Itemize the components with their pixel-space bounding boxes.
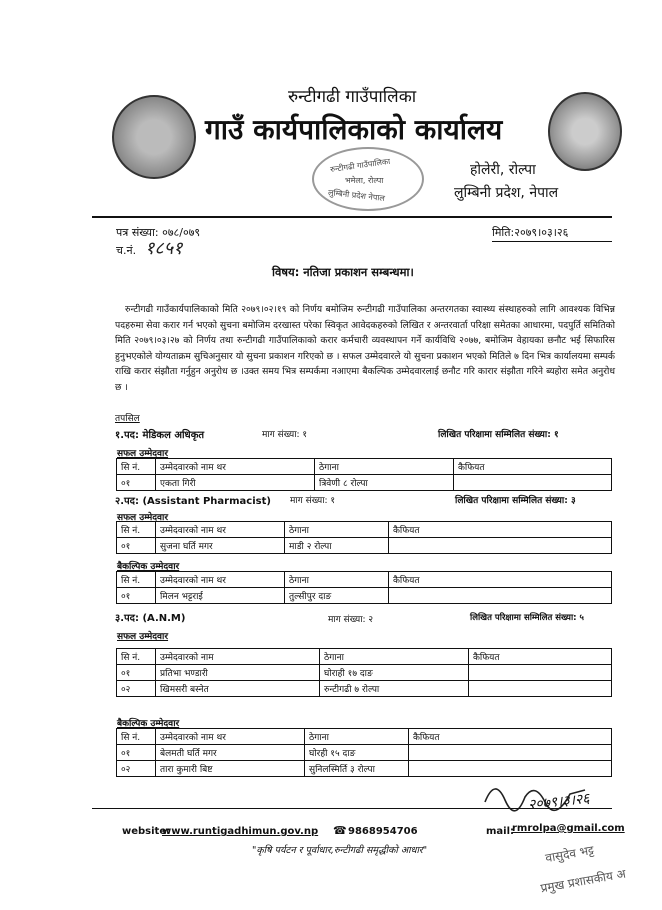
signature-date: २०७९।३।२६ — [527, 790, 591, 814]
header-cell: सि नं. — [117, 729, 156, 745]
address-line-1: होलेरी, रोल्पा — [470, 162, 536, 178]
table-row — [117, 681, 612, 697]
header-cell: कैफियत — [389, 572, 612, 588]
table-cell — [469, 681, 612, 697]
patra-sankhya: पत्र संख्या: ०७८/०७९ — [116, 226, 201, 239]
table-cell: रुन्टीगढी ७ रोल्पा — [320, 681, 469, 697]
table-cell: ०१ — [117, 745, 156, 761]
table-cell: ०१ — [117, 588, 156, 604]
post-2-alternate-table — [116, 571, 612, 604]
table-cell: मिलन भट्टराई — [156, 588, 285, 604]
header-cell: ठेगाना — [320, 649, 469, 665]
table-cell: ०२ — [117, 681, 156, 697]
phone-number: 9868954706 — [348, 826, 418, 837]
post-1: १.पद: मेडिकल अधिकृत — [115, 430, 205, 441]
nepal-emblem — [548, 92, 622, 171]
mail-label: mail: — [486, 826, 515, 837]
header-cell: सि नं. — [117, 522, 156, 538]
header-cell: कैफियत — [469, 649, 612, 665]
header-cell: उम्मेदवारको नाम थर — [156, 522, 285, 538]
phone-icon: ☎ — [333, 824, 347, 837]
header-cell: कैफियत — [409, 729, 612, 745]
header-cell: उम्मेदवारको नाम थर — [156, 459, 315, 475]
letter-body: रुन्टीगढी गाउँकार्यपालिकाको मिति २०७९।०२।१९ को निर्णय बमोजिम रुन्टीगढी गाउँपालिका अन्तरगतका स्वास्थ्य संस्थाहरुको लागि आवश्यक विभिन्न पदहरुमा सेवा करार गर्न भएको सुचना बमोजिम दरखास्त परेका स्विकृत आवेदकहरुको लिखित र अन्तरवार्ता परिक्षा समेतका आधारमा, पदपुर्ति समितिको मिति २०७९।०३।२७ को निर्णय तथा रुन्टीगढी गाउँपालिकाको करार कर्मचारी व्यवस्थापन गर्ने कार्यविधि २०७७, बमोजिम वेहायका छनौट भई सिफारिस हुनुभएकोले योग्यताक्रम सुचिअनुसार यो सुचना प्रकाशन गरिएको छ । सफल उम्मेदवारले यो सुचना प्रकाशन भएको मितिले ७ दिन भित्र कार्यालयमा सम्पर्क राखि करार संझौता गर्नुहुन अनुरोध छ ।उक्त समय भित्र सम्पर्कमा नआएमा बैकल्पिक उम्मेदवारलाई छनौट गरि कारार संझौता गरिने ब्यहोरा समेत अनुरोध छ । — [115, 304, 615, 393]
post-1-demand: माग संख्या: १ — [262, 430, 308, 440]
table-cell: खिमसरी बस्नेत — [156, 681, 320, 697]
post-2: २.पद: (Assistant Pharmacist) — [115, 496, 271, 507]
office-title: गाउँ कार्यपालिकाको कार्यालय — [205, 113, 503, 146]
post-1-success-title: सफल उम्मेदवार — [117, 449, 169, 459]
table-cell: ०१ — [117, 538, 156, 554]
table-cell: एकता गिरी — [156, 475, 315, 491]
office-stamp-text-3: लुम्बिनी प्रदेश नेपाल — [327, 188, 386, 203]
table-cell: ०१ — [117, 665, 156, 681]
post-3-demand: माग संख्या: २ — [328, 615, 374, 625]
office-stamp-text-1: रुन्टीगढी गाउँपालिका — [329, 156, 391, 175]
post-3-written: लिखित परिक्षामा सम्मिलित संख्या: ५ — [470, 613, 584, 623]
post-3-success-table — [116, 648, 612, 697]
table-cell: ०२ — [117, 761, 156, 777]
table-cell: सुजना घर्ति मगर — [156, 538, 285, 554]
post-2-success-table — [116, 521, 612, 554]
website-link[interactable]: www.runtigadhimun.gov.np — [162, 826, 319, 837]
footer-divider — [92, 808, 612, 809]
table-row — [117, 588, 612, 604]
table-cell — [389, 588, 612, 604]
table-row — [117, 665, 612, 681]
header-cell: उम्मेदवारको नाम थर — [156, 572, 285, 588]
post-3-alternate-table — [116, 728, 612, 777]
motto: "कृषि पर्यटन र पूर्वाधार,रुन्टीगढी समृद्धीको आधार" — [252, 845, 428, 856]
table-cell: तुल्सीपुर दाङ — [285, 588, 389, 604]
address-line-2: लुम्बिनी प्रदेश, नेपाल — [454, 185, 559, 201]
officer-stamp-line-1: वासुदेव भट्ट — [544, 842, 595, 866]
table-cell: घोरही १५ दाङ — [305, 745, 409, 761]
officer-stamp-line-2: प्रमुख प्रशासकीय अ — [539, 866, 627, 896]
header-cell: सि नं. — [117, 649, 156, 665]
table-header-row — [117, 522, 612, 538]
post-2-written: लिखित परिक्षामा सम्मिलित संख्या: ३ — [455, 496, 576, 506]
table-row — [117, 745, 612, 761]
header-cell: ठेगाना — [305, 729, 409, 745]
table-cell: सुनिलस्मिर्ति ३ रोल्पा — [305, 761, 409, 777]
table-cell — [389, 538, 612, 554]
tapasil-label: तपसिल — [115, 414, 140, 424]
post-2-alternate-title: बैकल्पिक उम्मेदवार — [117, 562, 180, 572]
table-cell: तारा कुमारी बिष्ट — [156, 761, 305, 777]
mail-link[interactable]: rmrolpa@gmail.com — [512, 823, 625, 834]
table-cell — [454, 475, 612, 491]
website-label: website: — [122, 826, 171, 837]
header-cell: उम्मेदवारको नाम थर — [156, 729, 305, 745]
table-header-row — [117, 729, 612, 745]
table-header-row — [117, 649, 612, 665]
post-1-written: लिखित परिक्षामा सम्मिलित संख्या: १ — [438, 430, 559, 440]
letter-date: मिति:२०७९।०३।२६ — [492, 226, 569, 239]
header-cell: ठेगाना — [315, 459, 454, 475]
header-cell: सि नं. — [117, 572, 156, 588]
table-cell: घोराही १७ दाङ — [320, 665, 469, 681]
header-cell: कैफियत — [389, 522, 612, 538]
subject-line: विषय: नतिजा प्रकाशन सम्बन्धमा। — [272, 265, 414, 279]
table-cell: त्रिवेणी ८ रोल्पा — [315, 475, 454, 491]
chalani-label: च.नं. — [116, 244, 137, 257]
post-3-success-title: सफल उम्मेदवार — [117, 632, 169, 642]
date-underline — [492, 241, 612, 242]
header-cell: उम्मेदवारको नाम — [156, 649, 320, 665]
table-cell — [469, 665, 612, 681]
table-header-row — [117, 572, 612, 588]
table-cell: प्रतिभा भण्डारी — [156, 665, 320, 681]
table-cell: माडी २ रोल्पा — [285, 538, 389, 554]
post-1-success-table — [116, 458, 612, 491]
office-stamp-text-2: भमेला, रोल्पा — [345, 176, 384, 185]
table-cell: बेलमती घर्ति मगर — [156, 745, 305, 761]
table-cell: ०१ — [117, 475, 156, 491]
table-row — [117, 475, 612, 491]
post-3-alternate-title: बैकल्पिक उम्मेदवार — [117, 719, 180, 729]
municipality-name: रुन्टीगढी गाउँपालिका — [288, 87, 417, 107]
chalani-number-handwritten: १८५१ — [145, 238, 183, 259]
header-cell: सि नं. — [117, 459, 156, 475]
post-2-demand: माग संख्या: १ — [290, 496, 336, 506]
municipality-logo — [112, 95, 196, 179]
header-cell: ठेगाना — [285, 522, 389, 538]
post-3: ३.पद: (A.N.M) — [115, 613, 186, 624]
header-cell: ठेगाना — [285, 572, 389, 588]
table-header-row — [117, 459, 612, 475]
post-2-success-title: सफल उम्मेदवार — [117, 513, 169, 523]
table-cell — [409, 745, 612, 761]
header-divider — [92, 216, 612, 218]
table-row — [117, 538, 612, 554]
header-cell: कैफियत — [454, 459, 612, 475]
